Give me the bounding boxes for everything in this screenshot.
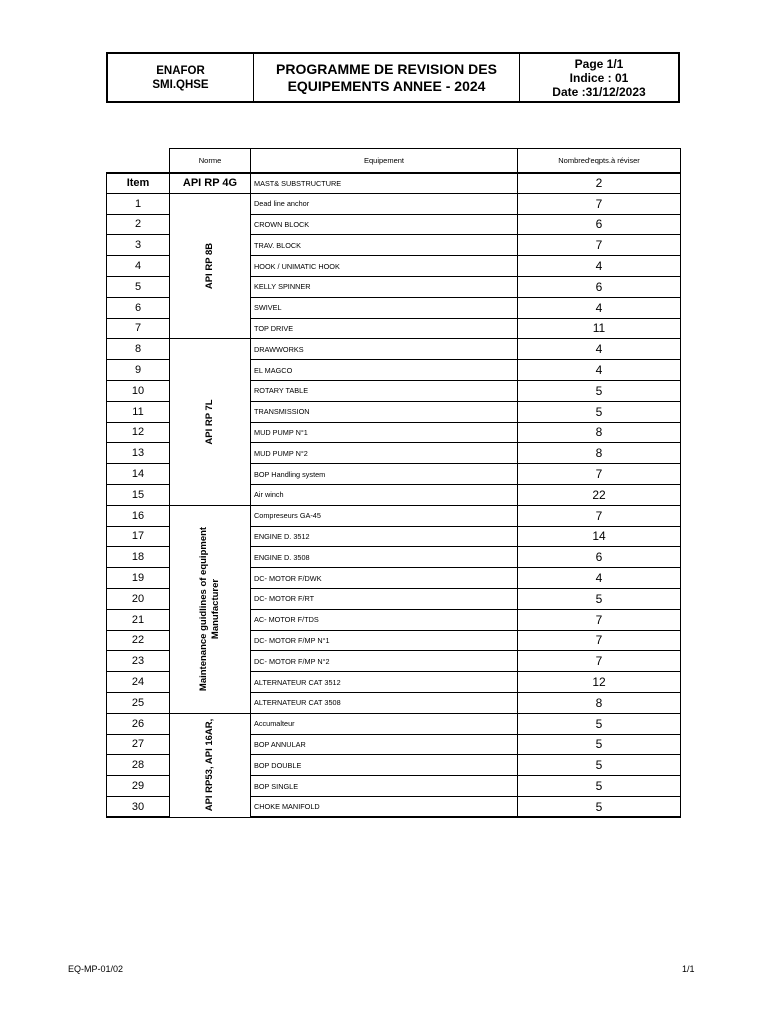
equipement-cell: Air winch <box>251 484 518 505</box>
equipement-cell: Accumalteur <box>251 713 518 734</box>
column-header-nombre: Nombred'eqpts.à réviser <box>518 149 681 173</box>
item-cell: 20 <box>107 588 170 609</box>
nombre-cell: 11 <box>518 318 681 339</box>
norme-group-cell <box>170 505 251 713</box>
item-cell: 1 <box>107 193 170 214</box>
norme-label-line: API RP53, API 16AR, <box>204 718 215 812</box>
department-name: SMI.QHSE <box>152 78 209 91</box>
item-cell: 24 <box>107 672 170 693</box>
equipement-cell: ENGINE D. 3512 <box>251 526 518 547</box>
item-cell: 15 <box>107 484 170 505</box>
footer-page-number: 1/1 <box>682 964 695 974</box>
norme-group-cell <box>170 193 251 339</box>
item-cell: 26 <box>107 713 170 734</box>
nombre-cell: 5 <box>518 401 681 422</box>
nombre-cell: 5 <box>518 380 681 401</box>
norme-group-label <box>198 527 222 691</box>
item-cell: 17 <box>107 526 170 547</box>
item-cell: 3 <box>107 235 170 256</box>
nombre-cell: 4 <box>518 360 681 381</box>
equipement-cell: SWIVEL <box>251 297 518 318</box>
table-row <box>107 339 681 360</box>
equipement-cell: DRAWWORKS <box>251 339 518 360</box>
equipement-cell: CHOKE MANIFOLD <box>251 796 518 817</box>
equipement-cell: MUD PUMP N°2 <box>251 443 518 464</box>
nombre-cell: 5 <box>518 796 681 817</box>
norme-label-line: API RP 7L <box>204 399 215 445</box>
item-cell: 27 <box>107 734 170 755</box>
item-cell: 28 <box>107 755 170 776</box>
nombre-cell: 5 <box>518 713 681 734</box>
equipement-cell: TRANSMISSION <box>251 401 518 422</box>
nombre-cell: 8 <box>518 422 681 443</box>
nombre-cell: 2 <box>518 173 681 194</box>
nombre-cell: 7 <box>518 651 681 672</box>
header-company-cell <box>108 54 254 101</box>
header-meta-cell <box>520 54 678 101</box>
table-header-row <box>107 149 681 173</box>
table-row <box>107 193 681 214</box>
table-row <box>107 505 681 526</box>
item-cell: 7 <box>107 318 170 339</box>
column-header-equipement: Equipement <box>251 149 518 173</box>
equipement-cell: ROTARY TABLE <box>251 380 518 401</box>
equipement-cell: DC- MOTOR F/DWK <box>251 568 518 589</box>
equipement-cell: ENGINE D. 3508 <box>251 547 518 568</box>
item-cell: 12 <box>107 422 170 443</box>
item-cell: 23 <box>107 651 170 672</box>
company-name: ENAFOR <box>156 64 205 77</box>
item-cell: 13 <box>107 443 170 464</box>
document-date: Date :31/12/2023 <box>552 84 646 99</box>
equipement-cell: TRAV. BLOCK <box>251 235 518 256</box>
item-cell: 21 <box>107 609 170 630</box>
norme-group-cell <box>170 713 251 817</box>
equipement-cell: BOP ANNULAR <box>251 734 518 755</box>
nombre-cell: 5 <box>518 734 681 755</box>
norme-label-line: API RP 8B <box>204 242 215 290</box>
nombre-cell: 6 <box>518 547 681 568</box>
equipement-cell: MAST& SUBSTRUCTURE <box>251 173 518 194</box>
item-cell: 9 <box>107 360 170 381</box>
norme-group-label <box>204 243 216 289</box>
item-cell: 19 <box>107 568 170 589</box>
nombre-cell: 8 <box>518 443 681 464</box>
nombre-cell: 5 <box>518 588 681 609</box>
item-cell: 14 <box>107 464 170 485</box>
norme-group-label <box>204 719 216 812</box>
item-cell: 11 <box>107 401 170 422</box>
equipement-cell: AC- MOTOR F/TDS <box>251 609 518 630</box>
equipement-cell: DC- MOTOR F/RT <box>251 588 518 609</box>
title-line-1: PROGRAMME DE REVISION DES <box>276 60 497 77</box>
nombre-cell: 4 <box>518 568 681 589</box>
item-cell: 2 <box>107 214 170 235</box>
nombre-cell: 4 <box>518 297 681 318</box>
nombre-cell: 4 <box>518 339 681 360</box>
equipement-cell: TOP DRIVE <box>251 318 518 339</box>
item-cell: 29 <box>107 776 170 797</box>
title-line-2: EQUIPEMENTS ANNEE - 2024 <box>287 77 486 94</box>
equipment-table <box>106 148 681 818</box>
item-cell: 16 <box>107 505 170 526</box>
equipement-cell: BOP Handling system <box>251 464 518 485</box>
item-cell: 18 <box>107 547 170 568</box>
nombre-cell: 7 <box>518 609 681 630</box>
equipement-cell: EL MAGCO <box>251 360 518 381</box>
table-row <box>107 713 681 734</box>
norme-label-line: Manufacturer <box>210 579 221 640</box>
item-cell: 5 <box>107 276 170 297</box>
equipement-cell: DC- MOTOR F/MP N°1 <box>251 630 518 651</box>
indice: Indice : 01 <box>569 70 629 85</box>
header-title-cell <box>254 54 520 101</box>
table-row <box>107 173 681 194</box>
item-cell: 10 <box>107 380 170 401</box>
item-cell: 6 <box>107 297 170 318</box>
item-header-cell: Item <box>107 173 170 194</box>
nombre-cell: 7 <box>518 193 681 214</box>
nombre-cell: 7 <box>518 235 681 256</box>
header-blank-cell <box>107 149 170 173</box>
nombre-cell: 4 <box>518 256 681 277</box>
equipement-cell: HOOK / UNIMATIC HOOK <box>251 256 518 277</box>
nombre-cell: 7 <box>518 630 681 651</box>
norme-group-label <box>204 399 216 444</box>
norme-group-cell <box>170 339 251 505</box>
norme-cell: API RP 4G <box>170 173 251 194</box>
equipement-cell: ALTERNATEUR CAT 3508 <box>251 692 518 713</box>
nombre-cell: 7 <box>518 464 681 485</box>
nombre-cell: 5 <box>518 776 681 797</box>
nombre-cell: 14 <box>518 526 681 547</box>
equipement-cell: Compreseurs GA-45 <box>251 505 518 526</box>
item-cell: 30 <box>107 796 170 817</box>
nombre-cell: 6 <box>518 276 681 297</box>
equipement-cell: CROWN BLOCK <box>251 214 518 235</box>
item-cell: 25 <box>107 692 170 713</box>
equipement-cell: MUD PUMP N°1 <box>251 422 518 443</box>
equipement-cell: DC- MOTOR F/MP N°2 <box>251 651 518 672</box>
nombre-cell: 22 <box>518 484 681 505</box>
item-cell: 22 <box>107 630 170 651</box>
item-cell: 4 <box>107 256 170 277</box>
equipement-cell: BOP DOUBLE <box>251 755 518 776</box>
norme-label-line: Maintenance guidlines of equipment <box>198 527 209 692</box>
page-number: Page 1/1 <box>574 56 624 71</box>
equipement-cell: BOP SINGLE <box>251 776 518 797</box>
column-header-norme: Norme <box>170 149 251 173</box>
equipement-cell: Dead line anchor <box>251 193 518 214</box>
document-code: EQ-MP-01/02 <box>68 964 124 974</box>
nombre-cell: 6 <box>518 214 681 235</box>
nombre-cell: 12 <box>518 672 681 693</box>
nombre-cell: 7 <box>518 505 681 526</box>
document-header <box>106 52 680 103</box>
equipement-cell: ALTERNATEUR CAT 3512 <box>251 672 518 693</box>
equipement-cell: KELLY SPINNER <box>251 276 518 297</box>
nombre-cell: 5 <box>518 755 681 776</box>
nombre-cell: 8 <box>518 692 681 713</box>
item-cell: 8 <box>107 339 170 360</box>
